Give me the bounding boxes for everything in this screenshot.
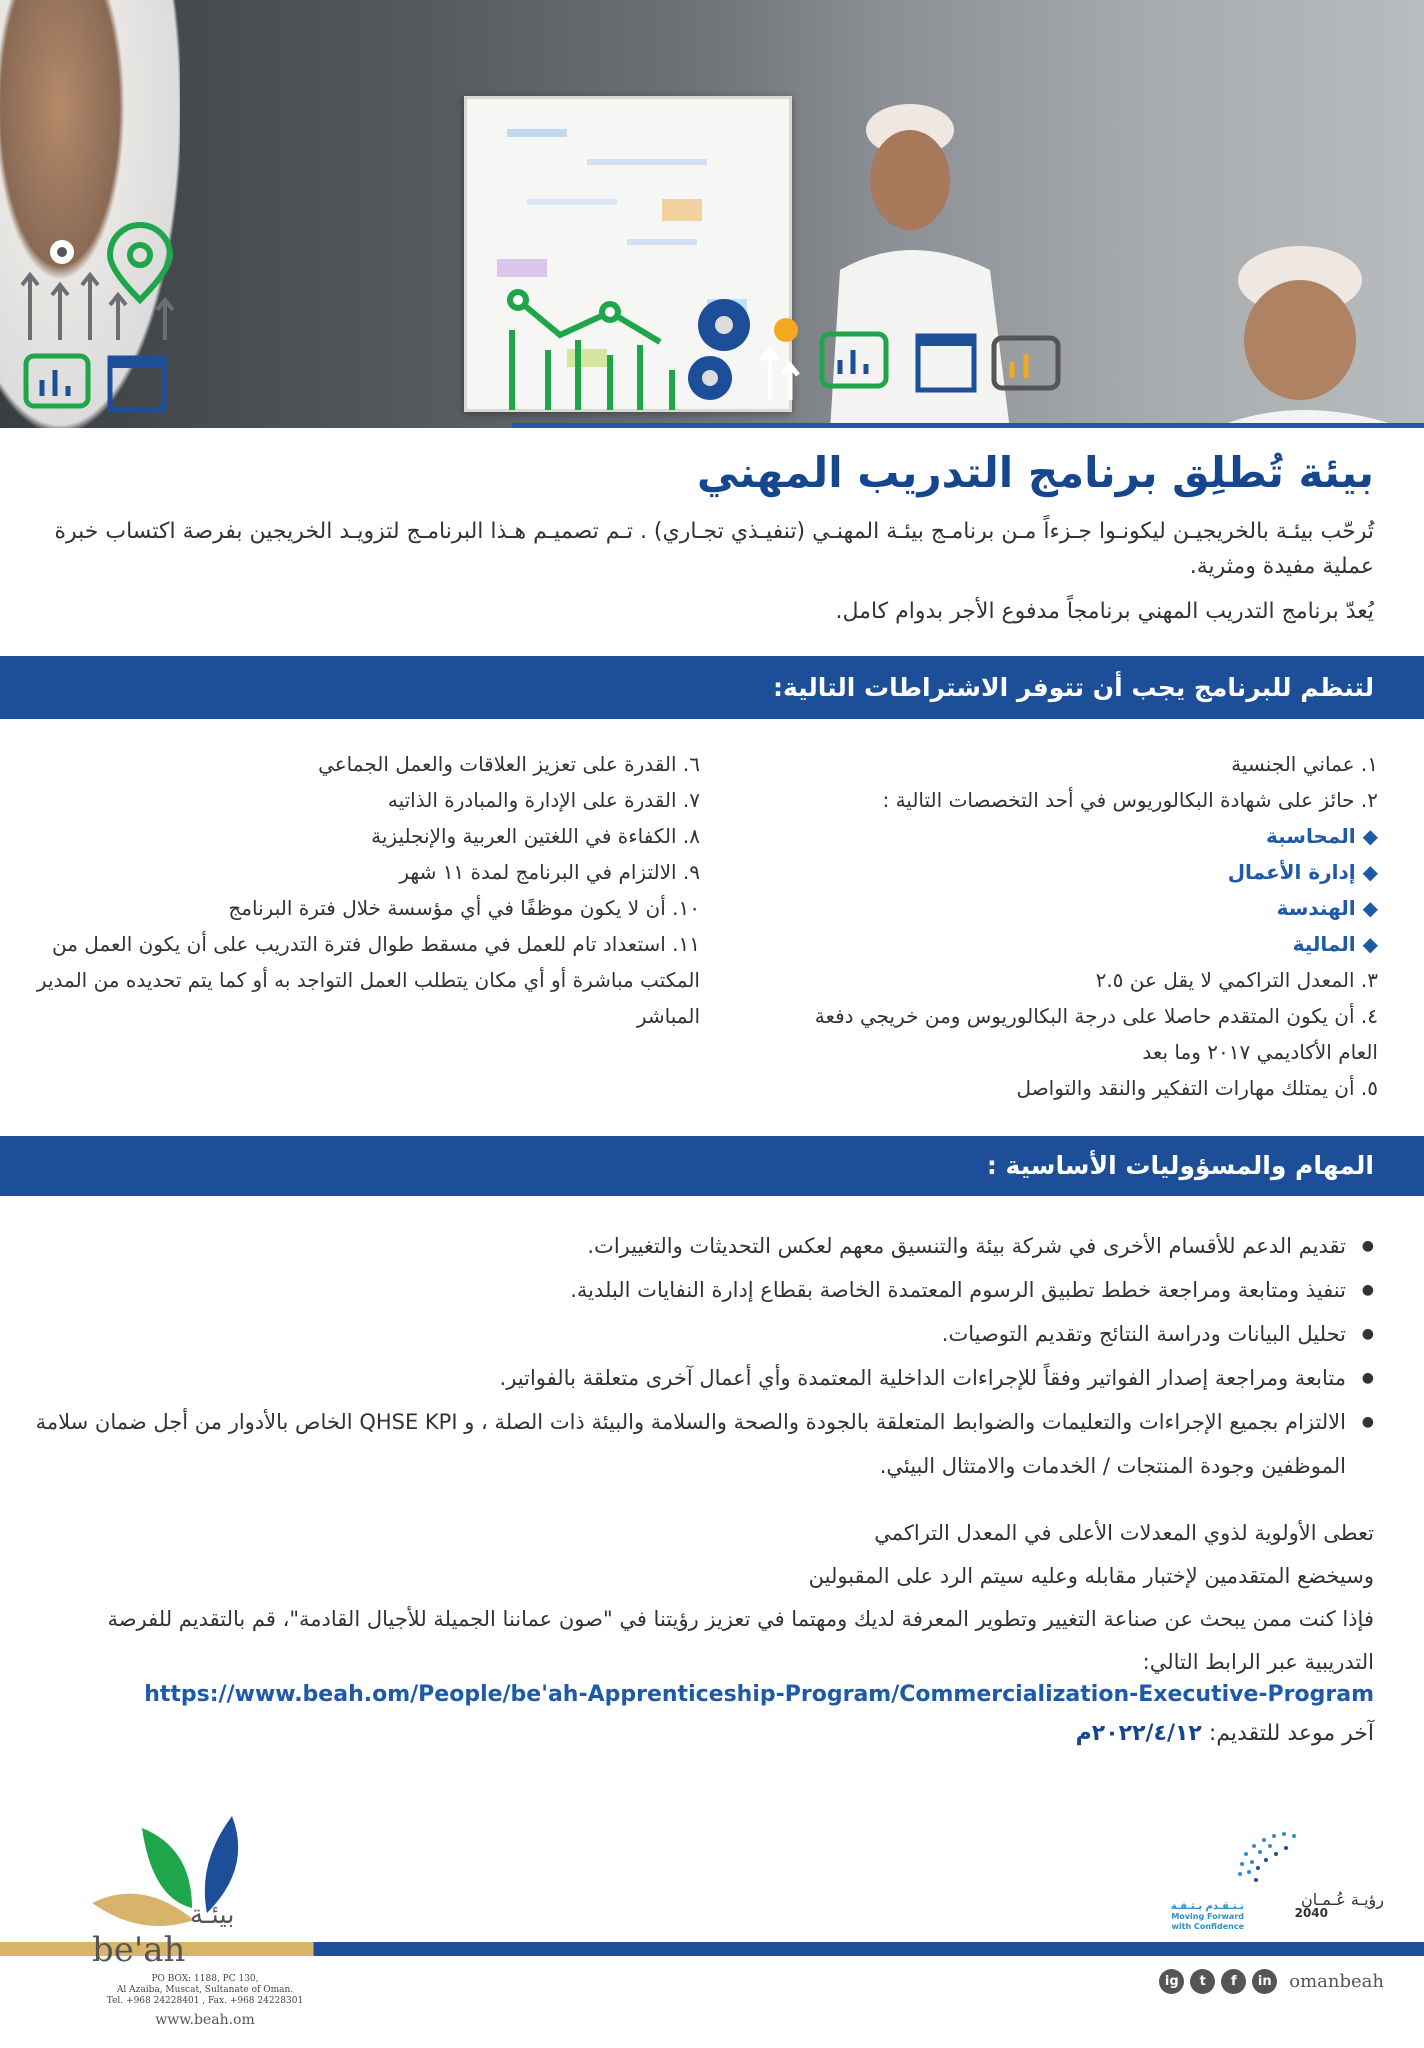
requirement-item: ٧. القدرة على الإدارة والمبادرة الذاتيه (387, 788, 700, 812)
requirements-heading: لتنظم للبرنامج يجب أن تتوفر الاشتراطات التالية: (0, 656, 1424, 719)
social-links (1159, 1966, 1384, 1996)
requirement-item: ٣. المعدل التراكمي لا يقل عن ٢.٥ (1095, 968, 1378, 992)
location-pin-icon (110, 225, 170, 300)
calendar-icon-2 (918, 336, 974, 390)
address-line: Al Azaiba, Muscat, Sultanate of Oman. (116, 1985, 294, 1995)
duties-list (34, 1224, 1374, 1488)
facebook-icon[interactable]: f (1221, 1969, 1246, 1994)
specialization-item: ◆ المحاسبة (1265, 824, 1378, 848)
arrows-up-icon-2 (762, 350, 798, 400)
hero-icons (0, 0, 1424, 428)
duty-item: ● الالتزام بجميع الإجراءات والتعليمات والضوابط المتعلقة بالجودة والصحة والسلامة والبيئة ذات الصلة ، و QHSE KPI الخاص بالأدوار من أجل ضمان سلامة الموظفين وجودة المنتجات / الخدمات والامتثال البيئي. (34, 1400, 1374, 1488)
linkedin-icon[interactable]: in (1252, 1969, 1277, 1994)
closing-line: فإذا كنت ممن يبحث عن صناعة التغيير وتطوير المعرفة لديك ومهتما في تعزيز رؤيتنا في "صون عماننا الجميلة للأجيال القادمة"، قم بالتقديم للفرصة التدريبية عبر الرابط التالي: (107, 1607, 1374, 1674)
requirement-item: ٩. الالتزام في البرنامج لمدة ١١ شهر (399, 860, 700, 884)
requirement-item: ٨. الكفاءة في اللغتين العربية والإنجليزية (371, 824, 700, 848)
specialization-item: ◆ الهندسة (1276, 896, 1378, 920)
closing-line: وسيخضع المتقدمين لإختبار مقابله وعليه سيتم الرد على المقبولين (808, 1564, 1374, 1588)
requirement-item: ٥. أن يمتلك مهارات التفكير والنقد والتواصل (1016, 1076, 1378, 1100)
line-chart-icon (510, 292, 672, 410)
closing-text (34, 1512, 1374, 1684)
duty-item: ● تحليل البيانات ودراسة النتائج وتقديم التوصيات. (34, 1312, 1374, 1356)
deadline (574, 1721, 1374, 1746)
vision-arabic: رؤيـة عُـمـان (1300, 1890, 1384, 1909)
twitter-icon[interactable]: t (1190, 1969, 1215, 1994)
address-line: PO BOX: 1188, PC 130, (151, 1974, 259, 1984)
instagram-icon[interactable]: ig (1159, 1969, 1184, 1994)
requirements-right-column (778, 746, 1378, 1106)
address-line: Tel. +968 24228401 , Fax. +968 24228301 (106, 1996, 304, 2006)
website[interactable]: www.beah.om (155, 2012, 255, 2028)
chart-bubble-icon-2 (822, 334, 886, 386)
page-title: بيئة تُطلِق برنامج التدريب المهني (696, 448, 1374, 497)
duty-item: ● تقديم الدعم للأقسام الأخرى في شركة بيئة والتنسيق معهم لعكس التحديثات والتغييرات. (34, 1224, 1374, 1268)
duties-heading: المهام والمسؤوليات الأساسية : (0, 1136, 1424, 1196)
logo-english: be'ah (92, 1930, 186, 1970)
gears-icon (688, 299, 798, 400)
vision-year: 2040 (1294, 1906, 1328, 1920)
intro-paragraph-1: تُرحّب بيئـة بالخريجيـن ليكونـوا جـزءاً مـن برنامـج بيئـة المهنـي (تنفيـذي تجـاري) . تـم تصميـم هـذا البرنامـج لتزويـد الخريجين بفرصة اكتساب خبرة عملية مفيدة ومثرية. (54, 519, 1374, 579)
address (60, 1974, 350, 2007)
application-link[interactable]: https://www.beah.om/People/be'ah-Apprenticeship-Program/Commercialization-Executive-Program (144, 1682, 1374, 1707)
social-handle: omanbeah (1289, 1970, 1384, 1992)
chart-bubble-icon-3 (994, 338, 1058, 388)
gear-icon (50, 240, 74, 264)
requirement-item: ٤. أن يكون المتقدم حاصلا على درجة البكالوريوس ومن خريجي دفعة العام الأكاديمي ٢٠١٧ وما بعد (814, 1004, 1378, 1064)
duty-item: ● تنفيذ ومتابعة ومراجعة خطط تطبيق الرسوم المعتمدة الخاصة بقطاع إدارة النفايات البلدية. (34, 1268, 1374, 1312)
requirement-item: ٦. القدرة على تعزيز العلاقات والعمل الجماعي (318, 752, 700, 776)
closing-line: تعطى الأولوية لذوي المعدلات الأعلى في المعدل التراكمي (874, 1521, 1374, 1545)
calendar-icon (110, 358, 164, 410)
duty-item: ● متابعة ومراجعة إصدار الفواتير وفقاً للإجراءات الداخلية المعتمدة وأي أعمال آخرى متعلقة بالفواتير. (34, 1356, 1374, 1400)
deadline-value: ٢٠٢٢/٤/١٢م (1075, 1721, 1202, 1746)
deadline-label: آخر موعد للتقديم: (1208, 1721, 1374, 1746)
moving-english-1: Moving Forward (1171, 1912, 1244, 1921)
moving-arabic: نـتـقـدم بـثـقـة (1170, 1901, 1244, 1912)
specialization-item: ◆ المالية (1292, 932, 1378, 956)
moving-english-2: with Confidence (1171, 1922, 1244, 1931)
requirement-item: ١١. استعداد تام للعمل في مسقط طوال فترة التدريب على أن يكون العمل من المكتب مباشرة أو أي مكان يتطلب العمل التواجد به أو كما يتم تحديده من المدير المباشر (36, 932, 700, 1028)
hero-strip (512, 423, 1424, 428)
requirement-item: ١. عماني الجنسية (1231, 752, 1378, 776)
requirement-item: ٢. حائز على شهادة البكالوريوس في أحد التخصصات التالية : (882, 788, 1378, 812)
requirement-item: ١٠. أن لا يكون موظفًا في أي مؤسسة خلال فترة البرنامج (228, 896, 700, 920)
moving-forward (1154, 1902, 1244, 1932)
logo-arabic: بيئـة (190, 1900, 235, 1930)
intro-paragraph-2: يُعدّ برنامج التدريب المهني برنامجاً مدفوع الأجر بدوام كامل. (835, 599, 1374, 624)
hero-banner (0, 0, 1424, 428)
specialization-item: ◆ إدارة الأعمال (1227, 860, 1378, 884)
intro-text (44, 514, 1374, 639)
requirements-left-column (20, 746, 700, 1034)
